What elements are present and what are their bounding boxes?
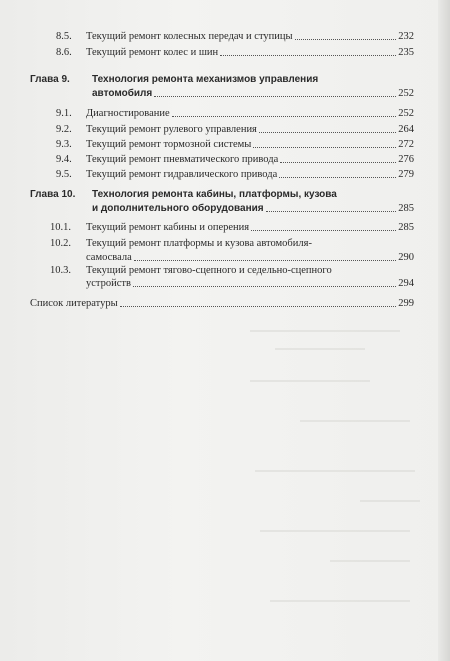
toc-entry-page: 235 [398,47,414,58]
leader-dots [280,162,396,163]
page-edge-shadow [438,0,450,661]
toc-entry-title: Текущий ремонт тормозной системы [86,139,252,150]
toc-entry-page: 252 [398,108,414,119]
toc-entry-number: 9.5. [56,169,72,180]
leader-dots [133,286,396,287]
toc-entry-page: 272 [398,139,414,150]
leader-dots [259,132,396,133]
toc-entry-number: 10.2. [50,238,71,249]
toc-entry-number: 9.1. [56,108,72,119]
toc-entry-page: 285 [398,222,414,233]
toc-entry-title: Текущий ремонт рулевого управления [86,124,257,135]
chapter-page: 252 [398,88,414,99]
chapter-page: 285 [398,203,414,214]
leader-dots [120,306,397,307]
toc-entry-number: 10.1. [50,222,71,233]
chapter-title-line2: автомобиля [92,88,153,99]
toc-entry-title: Текущий ремонт колесных передач и ступицы [86,31,293,42]
chapter-title-line2: и дополнительного оборудования [92,203,264,214]
chapter-title-line1: Технология ремонта механизмов управления [92,74,319,85]
leader-dots [172,116,397,117]
toc-entry-number: 9.3. [56,139,72,150]
toc-entry-number: 9.4. [56,154,72,165]
toc-entry-title-line2: самосвала [86,252,132,263]
toc-entry-title-line2: устройств [86,278,131,289]
toc-entry-title: Диагностирование [86,108,170,119]
toc-entry-page: 276 [398,154,414,165]
toc-entry-title: Текущий ремонт платформы и кузова автомобиля- [86,238,312,249]
toc-entry-page: 294 [398,278,414,289]
toc-entry-title: Список литературы [30,298,118,309]
chapter-label: Глава 9. [30,74,70,85]
chapter-label: Глава 10. [30,189,76,200]
toc-entry-title: Текущий ремонт кабины и оперения [86,222,250,233]
toc-entry-title: Текущий ремонт колес и шин [86,47,219,58]
leader-dots [154,96,396,97]
toc-entry-title: Текущий ремонт пневматического привода [86,154,279,165]
leader-dots [279,177,396,178]
toc-entry-number: 8.5. [56,31,72,42]
toc-entry-title: Текущий ремонт тягово-сцепного и седельно-сцепного [86,265,332,276]
leader-dots [220,55,396,56]
toc-entry-number: 10.3. [50,265,71,276]
toc-entry-page: 290 [398,252,414,263]
toc-entry-title: Текущий ремонт гидравлического привода [86,169,278,180]
leader-dots [253,147,396,148]
chapter-title-line1: Технология ремонта кабины, платформы, кузова [92,189,337,200]
toc-entry-page: 279 [398,169,414,180]
leader-dots [251,230,396,231]
leader-dots [266,211,397,212]
toc-entry-page: 232 [398,31,414,42]
toc-entry-number: 9.2. [56,124,72,135]
toc-entry-page: 299 [398,298,414,309]
leader-dots [295,39,397,40]
toc-entry-number: 8.6. [56,47,72,58]
leader-dots [134,260,397,261]
toc-entry-page: 264 [398,124,414,135]
